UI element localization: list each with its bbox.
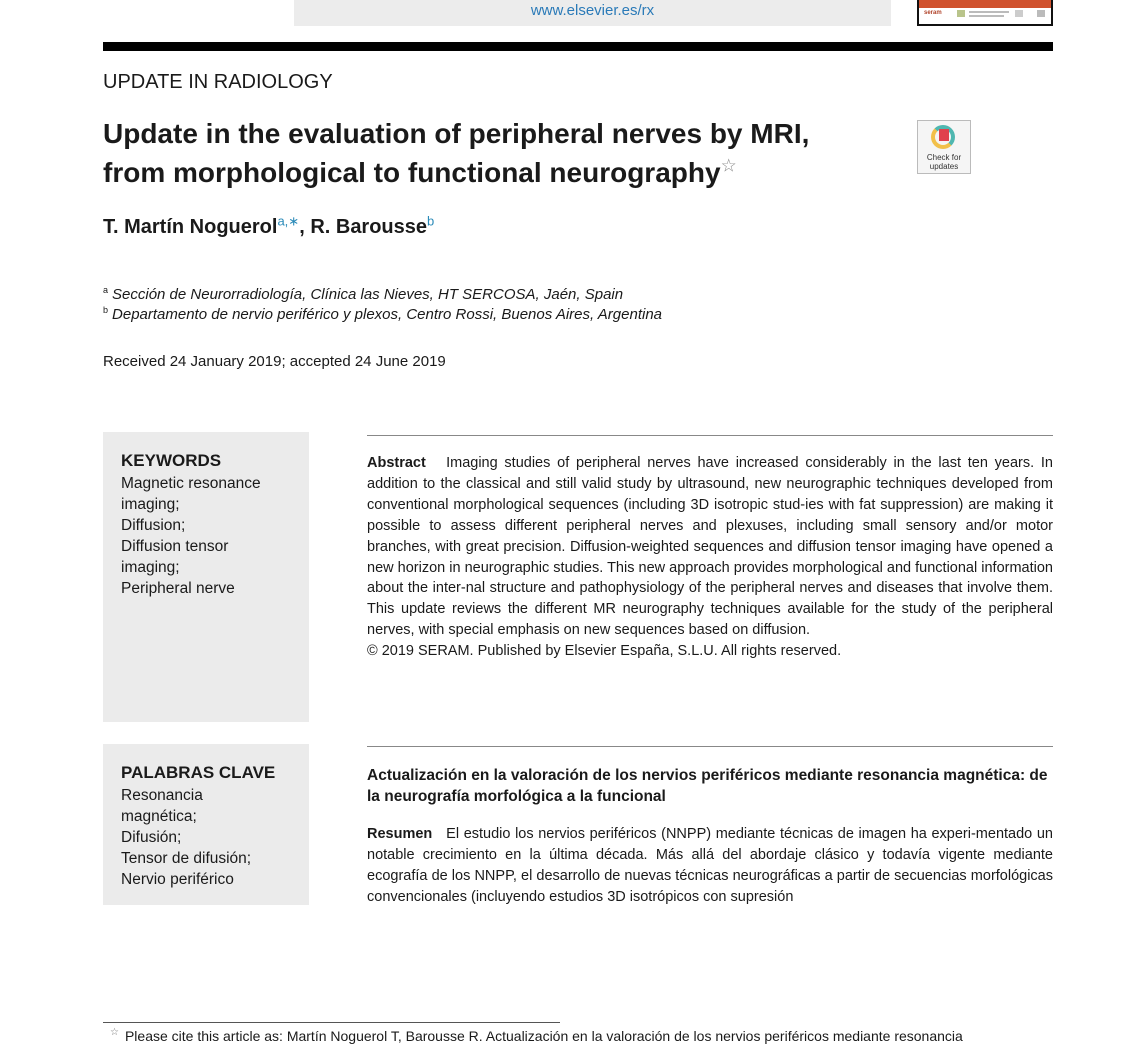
affiliation-text: Sección de Neurorradiología, Clínica las Nieves, HT SERCOSA, Jaén, Spain bbox=[112, 286, 624, 303]
palabras-clave-title: PALABRAS CLAVE bbox=[121, 763, 276, 782]
abstract-body bbox=[367, 453, 1053, 641]
keyword-item: Magnetic resonance bbox=[121, 475, 261, 492]
keywords-box bbox=[103, 432, 309, 722]
author-name: T. Martín Noguerol bbox=[103, 216, 278, 238]
title-line-1: Update in the evaluation of peripheral nerves by MRI, bbox=[103, 118, 810, 149]
check-updates-line-2: updates bbox=[929, 162, 959, 171]
title-line-2-text: from morphological to functional neurography bbox=[103, 157, 721, 188]
abstract-text: Imaging studies of peripheral nerves have increased considerably in the last ten years. In addition to the classical and still valid study by ultrasound, new neurographic techniques developed from conventional morphological sequences (including 3D isotropic stud-ies with fat suppression) are making it possible to assess different peripheral nerves and plexuses, including small sensory and/or motor branches, with great precision. Diffusion-weighted sequences and diffusion tensor imaging have opened a new horizon in neurographic studies. This new approach provides morphological and functional information about the inter-nal structure and pathophysiology of the peripheral nerves and diseases that involve them. This update reviews the different MR neurography techniques available for the study of the peripheral nerves, with special emphasis on new sequences based on diffusion. bbox=[367, 455, 1053, 639]
check-for-updates-button[interactable] bbox=[917, 120, 971, 174]
check-updates-line-1: Check for bbox=[926, 153, 962, 162]
citation-footnote bbox=[110, 1027, 1055, 1046]
spanish-title: Actualización en la valoración de los nervios periféricos mediante resonancia magnética: de la neurografía morfológica a la funcional bbox=[367, 767, 1048, 805]
cover-emblem-icon bbox=[1015, 10, 1023, 17]
resumen bbox=[367, 824, 1053, 908]
affiliation bbox=[103, 305, 662, 324]
author-affiliation-link[interactable]: b bbox=[427, 213, 435, 229]
seram-logo: seram bbox=[924, 10, 942, 16]
received-dates: Received 24 January 2019; accepted 24 June 2019 bbox=[103, 353, 446, 370]
footnote-rule bbox=[103, 1022, 560, 1023]
palabra-clave-item: Nervio periférico bbox=[121, 871, 234, 888]
palabras-clave-box bbox=[103, 744, 309, 905]
copyright-notice: © 2019 SERAM. Published by Elsevier España, S.L.U. All rights reserved. bbox=[367, 643, 842, 660]
cover-accent-bar bbox=[919, 0, 1051, 8]
keyword-item: imaging; bbox=[121, 496, 180, 513]
cover-text-line bbox=[969, 15, 1004, 17]
journal-url-link[interactable]: www.elsevier.es/rx bbox=[530, 2, 655, 19]
section-label: UPDATE IN RADIOLOGY bbox=[103, 71, 333, 93]
title-footnote-star-icon[interactable]: ☆ bbox=[720, 155, 737, 176]
keyword-item: Peripheral nerve bbox=[121, 580, 235, 597]
cover-emblem-icon bbox=[957, 10, 965, 17]
cover-emblem-icon bbox=[1037, 10, 1045, 17]
resumen-rule bbox=[367, 746, 1053, 747]
footnote-star-icon: ☆ bbox=[110, 1027, 119, 1039]
abstract bbox=[367, 453, 1053, 662]
header-rule bbox=[103, 42, 1053, 51]
palabra-clave-item: Tensor de difusión; bbox=[121, 850, 252, 867]
affiliation-mark: b bbox=[103, 305, 109, 315]
title-line-2 bbox=[103, 153, 903, 192]
affiliation-text: Departamento de nervio periférico y plexos, Centro Rossi, Buenos Aires, Argentina bbox=[112, 306, 663, 323]
affiliation-mark: a bbox=[103, 285, 109, 295]
keyword-item: imaging; bbox=[121, 559, 180, 576]
crossmark-bookmark-icon bbox=[939, 129, 949, 141]
keyword-item: Diffusion tensor bbox=[121, 538, 229, 555]
resumen-label: Resumen bbox=[367, 826, 433, 842]
affiliation bbox=[103, 285, 623, 304]
palabra-clave-item: magnética; bbox=[121, 808, 197, 825]
palabra-clave-item: Resonancia bbox=[121, 787, 203, 804]
palabra-clave-item: Difusión; bbox=[121, 829, 182, 846]
footnote-text: Please cite this article as: Martín Noguerol T, Barousse R. Actualización en la valoración de los nervios periféricos mediante resonancia bbox=[124, 1028, 963, 1044]
author-separator: , bbox=[299, 216, 311, 238]
author-list bbox=[103, 214, 434, 240]
keyword-item: Diffusion; bbox=[121, 517, 186, 534]
abstract-rule bbox=[367, 435, 1053, 436]
article-title bbox=[103, 114, 903, 192]
keywords-title: KEYWORDS bbox=[121, 451, 222, 470]
abstract-label: Abstract bbox=[367, 455, 426, 471]
journal-cover-thumbnail bbox=[917, 0, 1053, 26]
resumen-text: El estudio los nervios periféricos (NNPP) mediante técnicas de imagen ha experi-mentado un notable crecimiento en la última década. Más allá del abordaje clásico y todavía vigente mediante ecografía de los NNPP, el desarrollo de nuevas técnicas neurográficas a partir de secuencias morfológicas convencionales (incluyendo estudios 3D isotrópicos con supresión bbox=[367, 826, 1053, 905]
cover-text-line bbox=[969, 11, 1009, 13]
journal-banner bbox=[294, 0, 891, 26]
author-name: R. Barousse bbox=[310, 216, 428, 238]
author-affiliation-link[interactable]: a,∗ bbox=[277, 213, 300, 229]
check-for-updates-label bbox=[918, 153, 970, 171]
